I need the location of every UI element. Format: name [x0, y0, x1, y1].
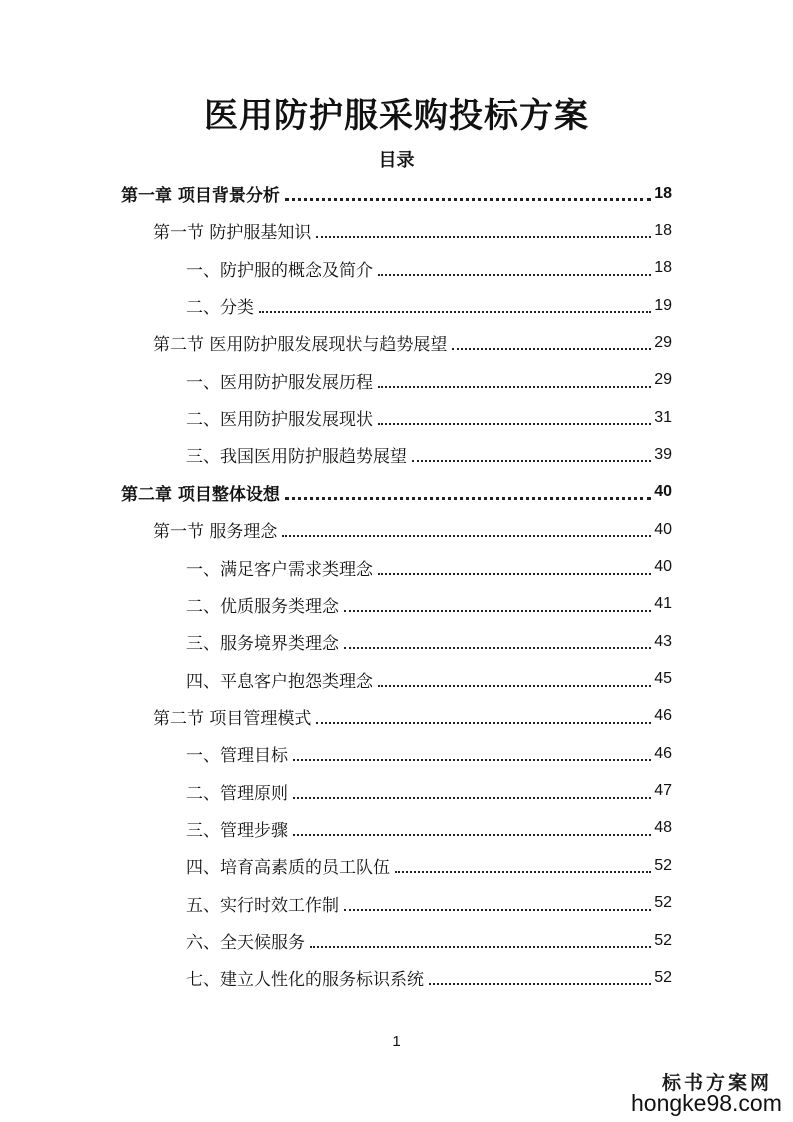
toc-entry[interactable] [186, 436, 672, 473]
toc-dot-leader [378, 572, 651, 575]
toc-entry-page-number: 52 [654, 856, 672, 874]
toc-entry[interactable] [186, 362, 672, 399]
toc-dot-leader [285, 197, 651, 201]
toc-dot-leader [395, 870, 651, 873]
toc-dot-leader [316, 235, 651, 238]
toc-dot-leader [316, 721, 651, 724]
toc-entry-page-number: 18 [654, 259, 672, 277]
toc-entry-page-number: 41 [654, 595, 672, 613]
toc-dot-leader [378, 273, 651, 276]
toc-dot-leader [293, 796, 651, 799]
toc-dot-leader [259, 310, 651, 313]
toc-entry-label: 七、建立人性化的服务标识系统 [186, 970, 424, 991]
toc-entry[interactable] [186, 735, 672, 772]
toc-dot-leader [285, 496, 651, 500]
toc-entry-page-number: 52 [654, 931, 672, 949]
toc-entry-page-number: 29 [654, 371, 672, 389]
toc-entry[interactable] [186, 586, 672, 623]
toc-entry-label: 一、医用防护服发展历程 [186, 372, 373, 393]
toc-entry-label: 三、管理步骤 [186, 820, 288, 841]
toc-entry-label: 三、服务境界类理念 [186, 634, 339, 655]
toc-dot-leader [293, 833, 651, 836]
toc-entry-page-number: 18 [654, 221, 672, 239]
watermark-site-name: 标书方案网 [662, 1072, 773, 1094]
toc-entry-label: 二、管理原则 [186, 783, 288, 804]
toc-entry-label: 一、满足客户需求类理念 [186, 559, 373, 580]
toc-entry[interactable] [186, 287, 672, 324]
toc-entry-page-number: 52 [654, 894, 672, 912]
toc-entry-page-number: 46 [654, 744, 672, 762]
toc-entry-page-number: 40 [654, 558, 672, 575]
toc-entry[interactable] [186, 922, 672, 959]
toc-entry-label: 第二节 医用防护服发展现状与趋势展望 [153, 335, 448, 356]
toc-entry-page-number: 46 [654, 707, 672, 725]
toc-entry-page-number: 40 [654, 520, 672, 538]
toc-entry[interactable] [186, 661, 672, 698]
toc-entry-label: 第一节 防护服基知识 [153, 223, 312, 244]
toc-entry-label: 六、全天候服务 [186, 933, 305, 953]
toc-dot-leader [310, 945, 651, 948]
toc-entry-label: 三、我国医用防护服趋势展望 [186, 447, 407, 468]
toc-entry-label: 二、医用防护服发展现状 [186, 410, 373, 431]
toc-dot-leader [429, 982, 651, 985]
toc-entry-label: 四、平息客户抱怨类理念 [186, 671, 373, 692]
toc-dot-leader [344, 609, 651, 612]
toc-entry[interactable] [186, 959, 672, 996]
toc-entry-page-number: 45 [654, 670, 672, 688]
toc-entry[interactable] [186, 549, 672, 586]
toc-entry-page-number: 40 [654, 483, 672, 501]
toc-entry-label: 四、培育高素质的员工队伍 [186, 858, 390, 879]
toc-entry-page-number: 48 [654, 819, 672, 837]
toc-entry-label: 第一章 项目背景分析 [121, 186, 280, 206]
toc-entry[interactable] [186, 250, 672, 287]
toc-entry-page-number: 43 [654, 632, 672, 650]
toc-entry-label: 二、优质服务类理念 [186, 596, 339, 617]
toc-entry[interactable] [153, 511, 672, 548]
toc-dot-leader [293, 758, 651, 761]
toc-heading: 目录 [378, 150, 415, 171]
toc-dot-leader [344, 646, 651, 649]
toc-entry-page-number: 31 [654, 408, 672, 426]
toc-entry[interactable] [186, 399, 672, 436]
toc-entry-page-number: 18 [654, 184, 672, 202]
toc-entry-page-number: 39 [654, 445, 672, 463]
toc-entry[interactable] [153, 324, 672, 361]
toc-entry-label: 第二章 项目整体设想 [121, 484, 280, 505]
toc-entry[interactable] [186, 810, 672, 847]
toc-dot-leader [412, 459, 651, 462]
toc-entry-label: 一、管理目标 [186, 746, 288, 767]
toc-entry-label: 五、实行时效工作制 [186, 895, 339, 916]
document-title: 医用防护服采购投标方案 [204, 96, 589, 136]
toc-entry-label: 第二节 项目管理模式 [153, 708, 312, 729]
toc-dot-leader [282, 534, 651, 537]
toc-entry-page-number: 52 [654, 968, 672, 986]
toc-entry-label: 一、防护服的概念及简介 [186, 260, 373, 281]
toc-entry-page-number: 29 [654, 333, 672, 351]
toc-entry[interactable] [153, 698, 672, 735]
page-number: 1 [392, 1033, 401, 1050]
toc-dot-leader [378, 684, 651, 687]
toc-dot-leader [378, 422, 651, 425]
toc-entry[interactable] [186, 847, 672, 884]
toc-entry-label: 二、分类 [186, 298, 254, 319]
toc-entry-page-number: 47 [654, 782, 672, 800]
toc-entry[interactable] [153, 212, 672, 249]
toc-dot-leader [378, 385, 651, 388]
toc-entry[interactable] [186, 885, 672, 922]
toc-entry[interactable] [121, 175, 672, 212]
toc-entry[interactable] [186, 623, 672, 660]
toc-entry[interactable] [121, 474, 672, 511]
toc-dot-leader [452, 347, 651, 350]
toc-entry-page-number: 19 [654, 296, 672, 314]
toc-entry-label: 第一节 服务理念 [153, 522, 278, 543]
watermark-url: hongke98.com [631, 1090, 782, 1116]
toc-entry[interactable] [186, 773, 672, 810]
toc-dot-leader [344, 908, 651, 911]
